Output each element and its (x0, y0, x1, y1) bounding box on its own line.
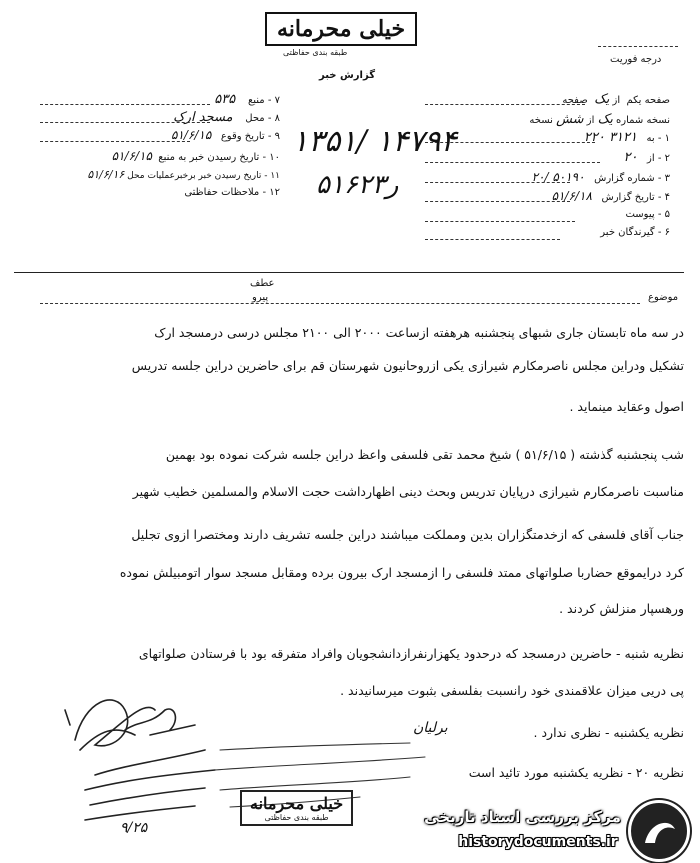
field-rule (40, 122, 210, 123)
copy-total: شش (556, 112, 584, 127)
received-ops-label: ۱۱ - تاریخ رسیدن خبر برخبرعملیات محل (127, 171, 280, 181)
page-word: صفحه (562, 95, 588, 106)
priority-rule (598, 46, 678, 47)
copy-of: از (586, 115, 595, 126)
field-rule (425, 201, 570, 202)
page-value: یک (594, 92, 610, 107)
body-line: پی دریی میزان علاقمندی خود رانسبت بفلسفی بثبوت میرسانیدند . (340, 683, 684, 698)
field-rule (40, 141, 190, 142)
subject-label: موضوع (648, 292, 679, 303)
received-ops-value: ۵۱/۶/۱۶ (87, 168, 125, 181)
body-line: کرد درایموقع حضاربا صلواتهای ممتد فلسفی را ازمسجد ارک بیرون برده ومقابل مسجد سوار اتومبیلش نموده (119, 565, 684, 580)
notes-field (15, 187, 280, 198)
footer-classification-stamp (240, 790, 353, 826)
to-label: ۱ - به (646, 133, 670, 144)
source-label: ۷ - منبع (247, 95, 280, 106)
body-line: جناب آقای فلسفی که ازخدمتگزاران بدین ومملکت میباشند دراین جلسه تشریف دارند ومختصرا ازوی تجلیل (131, 527, 684, 542)
priority-label: درجه فوریت (610, 54, 662, 65)
body-line: نظریه یکشنبه - نظری ندارد . (533, 725, 684, 740)
copy-field (430, 112, 670, 127)
page-label: صفحه یکم (626, 95, 670, 106)
field-rule (425, 162, 600, 163)
notes-label: ۱۲ - ملاحظات حفاظتی (184, 187, 280, 198)
field-rule (425, 221, 575, 222)
report-date-label: ۴ - تاریخ گزارش (601, 192, 670, 203)
copy-word: نسخه (529, 115, 553, 126)
location-label: ۸ - محل (245, 113, 280, 124)
handwritten-signature (55, 680, 225, 830)
received-source-label: ۱۰ - تاریخ رسیدن خبر به منبع (158, 152, 280, 163)
received-source-field (15, 149, 280, 163)
attachment-label: ۵ - پیوست (625, 209, 670, 220)
report-no-label: ۳ - شماره گزارش (594, 173, 670, 184)
event-date-value: ۵۱/۶/۱۵ (170, 128, 212, 142)
field-rule (425, 104, 585, 105)
divider-top (14, 272, 684, 273)
archive-logo-icon (628, 800, 690, 862)
body-line: نظریه شنبه - حاضرین درمسجد که درحدود یکهزارنفرازدانشجویان وافراد متفرقه بود با فرستادن صلواتهای (138, 646, 684, 661)
from-label: ۲ - از (647, 153, 670, 164)
received-ops-field (15, 168, 280, 181)
body-line: در سه ماه تابستان جاری شبهای پنجشنبه هرهفته ازساعت ۲۰۰۰ الی ۲۱۰۰ مجلس درسی درمسجد ارک (154, 325, 684, 340)
body-line: ورهسپار منزلش کردند . (559, 601, 684, 616)
body-line: شب پنجشنبه گذشته ( ۵۱/۶/۱۵ ) شیخ محمد تقی فلسفی واعظ دراین جلسه شرکت نموده بود بهمین (165, 447, 684, 462)
location-value: مسجد ارک (173, 110, 233, 125)
watermark-url: historydocuments.ir (458, 834, 618, 850)
page-of: از (612, 95, 621, 106)
report-title: گزارش خبر (319, 70, 376, 81)
copy-label: نسخه شماره (616, 115, 670, 126)
body-line: تشکیل ودراین مجلس ناصرمکارم شیرازی یکی ازروحانیون شهرستان قم برای حاضرین دراین جلسه تدریس (131, 358, 684, 373)
subject-rule (40, 303, 640, 304)
body-line: نظریه ۲۰ - نظریه یکشنبه مورد تائید است (468, 765, 684, 780)
event-date-label: ۹ - تاریخ وقوع (220, 131, 280, 142)
from-value: ۲۰ (623, 150, 638, 165)
field-rule (425, 239, 560, 240)
received-source-value: ۵۱/۶/۱۵ (111, 149, 152, 163)
footer-stamp-title: خیلی محرمانه (250, 794, 344, 813)
classification-stamp (265, 12, 417, 46)
signature-name: برلیان (413, 720, 448, 736)
report-date-value: ۵۱/۶/۱۸ (551, 189, 592, 203)
footer-stamp-subtitle: طبقه بندی حفاظتی (264, 813, 329, 822)
handwritten-number-1: ۱۳۵۱/ ۱۴۷۹۴ (292, 124, 457, 159)
copy-value: یک (597, 112, 613, 127)
field-rule (425, 182, 570, 183)
classification-stamp-subtitle: طبقه بندی حفاظتی (283, 48, 348, 57)
following-label-1: عطف (250, 278, 275, 289)
classification-stamp-title: خیلی محرمانه (277, 16, 406, 42)
handwritten-number-2: ۵۱۶ر۲۳ (316, 170, 399, 200)
source-value: ۵۳۵ (214, 92, 236, 107)
field-rule (40, 104, 210, 105)
handwritten-note: ۹/۲۵ (120, 820, 148, 836)
recipients-field (430, 227, 670, 238)
body-line: مناسبت ناصرمکارم شیرازی درپایان تدریس وبحث دینی اظهارداشت حجت الاسلام والمسلمین خطیب شهیر (132, 484, 684, 499)
event-date-field (15, 128, 280, 142)
following-label-2: پیرو (252, 292, 269, 303)
attachment-field (430, 209, 670, 220)
body-line: اصول وعقاید مینماید . (569, 399, 684, 414)
recipients-label: ۶ - گیرندگان خبر (600, 227, 670, 238)
watermark-title: مرکز بررسی اسناد تاریخی (424, 808, 621, 826)
report-no-value: ۵۰۱۹۰ /۲۰ (531, 170, 585, 184)
to-value: ۳۱۲۱ ۲۲۰ (583, 130, 637, 145)
